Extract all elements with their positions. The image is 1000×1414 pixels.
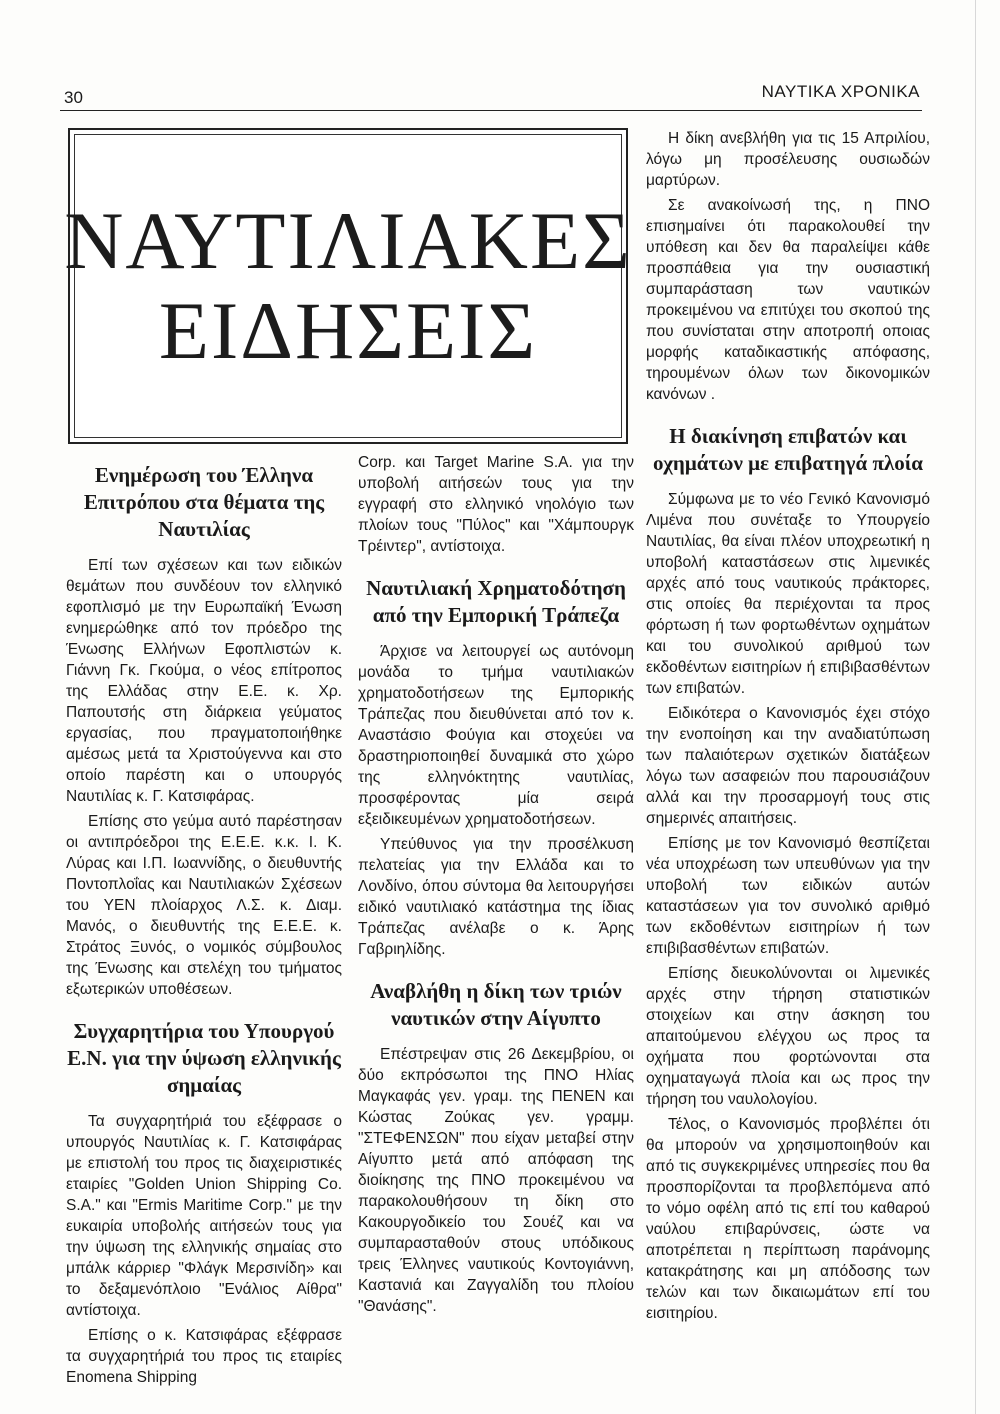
article-title-commissioner: Ενημέρωση του Έλληνα Επιτρόπου στα θέματα της Ναυτιλίας — [83, 463, 325, 541]
header-rule — [60, 110, 922, 111]
article-continuation: Corp. και Target Marine S.A. για την υποβολή αιτήσεών τους για την εγγραφή στο ελληνικό νηολόγιο των πλοίων τους "Πύλος" και "Χάμπουργκ Τρέιντερ", αντίστοιχα. — [358, 454, 634, 555]
article-paragraph: Επέστρεψαν στις 26 Δεκεμβρίου, οι δύο εκπρόσωποι της ΠΝΟ Ηλίας Μαγκαφάς γεν. γραμ. της ΠΕΝΕΝ και Κώστας Ζούκας γεν. γραμμ. "ΣΤΕΦΕΝΣΩΝ" που είχαν μεταβεί στην Αίγυπτο μετά από απόφαση της διοίκησης της ΠΝΟ προκειμένου να παρακολουθήσουν τη δίκη στο Κακουργοδικείο του Σουέζ και να συμπαρασταθούν στους υπόδικους τρεις Έλληνες ναυτικούς Κοντογιάννη, Καστανιά και Ζαγγαλίδη του πλοίου "Θανάσης". — [358, 1046, 634, 1315]
section-banner — [64, 128, 632, 444]
banner-frame — [64, 134, 632, 438]
article-continuation: Η δίκη ανεβλήθη για τις 15 Απριλίου, λόγω μη προσέλευσης ουσιωδών μαρτύρων. — [646, 130, 930, 189]
article-paragraph: Υπεύθυνος για την προσέλκυση πελατείας για την Ελλάδα και το Λονδίνο, όπου σύντομα θα λειτουργήσει ειδικό ναυτιλιακό κατάστημα της ίδιας Τράπεζας ανέλαβε ο κ. Άρης Γαβριηλίδης. — [358, 836, 634, 958]
article-title-finance: Ναυτιλιακή Χρηματοδότηση από την Εμπορική Τράπεζα — [366, 576, 626, 627]
column-middle — [358, 452, 634, 1321]
banner-title-line-1: ΝΑΥΤΙΛΙΑΚΕΣ — [64, 194, 632, 286]
article-continuation: Σε ανακοίνωσή της, η ΠΝΟ επισημαίνει ότι παρακολουθεί την υπόθεση και δεν θα παραλείψει κάθε προσπάθεια για την ουσιαστική συμπαράσταση των ναυτικών προκειμένου να επιτύχει του σκοπού της που συνίσταται στην αποτροπή οποιας μορφής καταδικαστικής απόφασης, τηρουμένων όλων των δικονομικών κανόνων . — [646, 197, 930, 403]
article-paragraph: Τέλος, ο Κανονισμός προβλέπει ότι θα μπορούν να χρησιμοποιηθούν και από τις συγκεκριμένες υπηρεσίες που θα προσπορίζονται τα προβλεπόμενα από το νόμο οφέλη από τις επί του καθαρού ναύλου επιβαρύνσεις, ώστε να αποτρέπεται η περίπτωση παράνομης κατακράτησης και μη απόδοσης των τελών και των δικαιωμάτων επί του εισιτηρίου. — [646, 1116, 930, 1322]
article-title-congratulations: Συγχαρητήρια του Υπουργού Ε.Ν. για την ύψωση ελληνικής σημαίας — [67, 1019, 341, 1097]
column-right — [646, 128, 930, 1328]
page-number: 30 — [64, 88, 83, 107]
column-left — [66, 462, 342, 1392]
page-edge-line — [975, 0, 976, 1414]
article-paragraph: Τα συγχαρητήριά του εξέφρασε ο υπουργός Ναυτιλίας κ. Γ. Κατσιφάρας με επιστολή του προς τις διαχειριστικές εταιρίες "Golden Union Shipping Co. S.A." και "Ermis Maritime Corp." με την ευκαιρία υποβολής αιτήσεών τους για την ύψωση της ελληνικής σημαίας στο μπάλκ κάρριερ "Φλάγκ Μερσινίδη» και το δεξαμενόπλοιο "Ενάλιος Αίθρα" αντίστοιχα. — [66, 1113, 342, 1319]
article-title-passengers: Η διακίνηση επιβατών και οχημάτων με επιβατηγά πλοία — [652, 424, 923, 475]
article-paragraph: Επίσης με τον Κανονισμό θεσπίζεται νέα υποχρέωση των υπευθύνων για την υποβολή των ειδικών αυτών καταστάσεων για τον συνολικό αριθμό των εκδοθέντων εισιτηρίων ή των επιβιβασθέντων επιβατών. — [646, 835, 930, 957]
article-paragraph: Επί των σχέσεων και των ειδικών θεμάτων που συνδέουν τον ελληνικό εφοπλισμό με την Ευρωπαϊκή Ένωση ενημερώθηκε από τον πρόεδρο της Ένωσης Ελλήνων Εφοπλιστών κ. Γιάννη Γκ. Γκούμα, ο νέος επίτροπος της Ελλάδας στην Ε.Ε. κ. Χρ. Παπουτσής στη διάρκεια γεύματος εργασίας, που πραγματοποιήθηκε αμέσως μετά τα Χριστούγεννα και στο οποίο παρέστη και ο υπουργός Ναυτιλίας κ. Γ. Κατσιφάρας. — [66, 557, 342, 805]
article-paragraph: Επίσης στο γεύμα αυτό παρέστησαν οι αντιπρόεδροι της Ε.Ε.Ε. κ.κ. Ι. Κ. Λύρας και Ι.Π. Ιωαννίδης, ο διευθυντής Ποντοπλοΐας και Ναυτιλιακών Σχέσεων του ΥΕΝ πλοίαρχος Λ.Σ. κ. Διαμ. Μανός, ο διευθυντής της Ε.Ε.Ε. κ. Στράτος Ξυνός, ο νομικός σύμβουλος της Ένωσης και στελέχη του τμήματος εξωτερικών υποθέσεων. — [66, 813, 342, 998]
article-paragraph: Επίσης ο κ. Κατσιφάρας εξέφρασε τα συγχαρητήριά του προς τις εταιρίες Enomena Shipping — [66, 1327, 342, 1386]
article-paragraph: Ειδικότερα ο Κανονισμός έχει στόχο την ενοποίηση και την αναδιατύπωση των παλαιότερων σχετικών διατάξεων λόγω των ασαφειών που παρουσιάζουν αλλά και την προσαρμογή τους στις σημερινές απαιτήσεις. — [646, 705, 930, 827]
banner-title-line-2: ΕΙΔΗΣΕΙΣ — [158, 285, 538, 376]
article-paragraph: Σύμφωνα με το νέο Γενικό Κανονισμό Λιμένα που συνέταξε το Υπουργείο Ναυτιλίας, θα είναι πλέον υποχρεωτική η υποβολή καταστάσεων στις λιμενικές αρχές από τους ναυτικούς πράκτορες, στις οποίες θα περιέχονται τα προς φόρτωση ή των φορτωθέντων οχημάτων και του συνολικού αριθμού των εκδοθέντων εισιτηρίων ή επιβιβασθέντων των επιβατών. — [646, 491, 930, 697]
magazine-title: ΝΑΥΤΙΚΑ ΧΡΟΝΙΚΑ — [761, 82, 920, 101]
article-paragraph: Άρχισε να λειτουργεί ως αυτόνομη μονάδα το τμήμα ναυτιλιακών χρηματοδοτήσεων της Εμπορικής Τράπεζας που διευθύνεται από τον κ. Αναστάσιο Φούγια και στοχεύει να δραστηριοποιηθεί δυναμικά στο χώρο της ελληνόκτητης ναυτιλίας, προσφέροντας μία σειρά εξειδικευμένων χρηματοδοτήσεων. — [358, 643, 634, 828]
article-paragraph: Επίσης διευκολύνονται οι λιμενικές αρχές στην τήρηση στατιστικών στοιχείων και στην άσκηση του απαιτούμενου ελέγχου ως προς τα οχήματα που φορτώνονται στα οχηματαγωγά πλοία και ως προς την τήρηση του ναυλολογίου. — [646, 965, 930, 1108]
article-title-trial: Αναβλήθη η δίκη των τριών ναυτικών στην Αίγυπτο — [370, 979, 622, 1030]
